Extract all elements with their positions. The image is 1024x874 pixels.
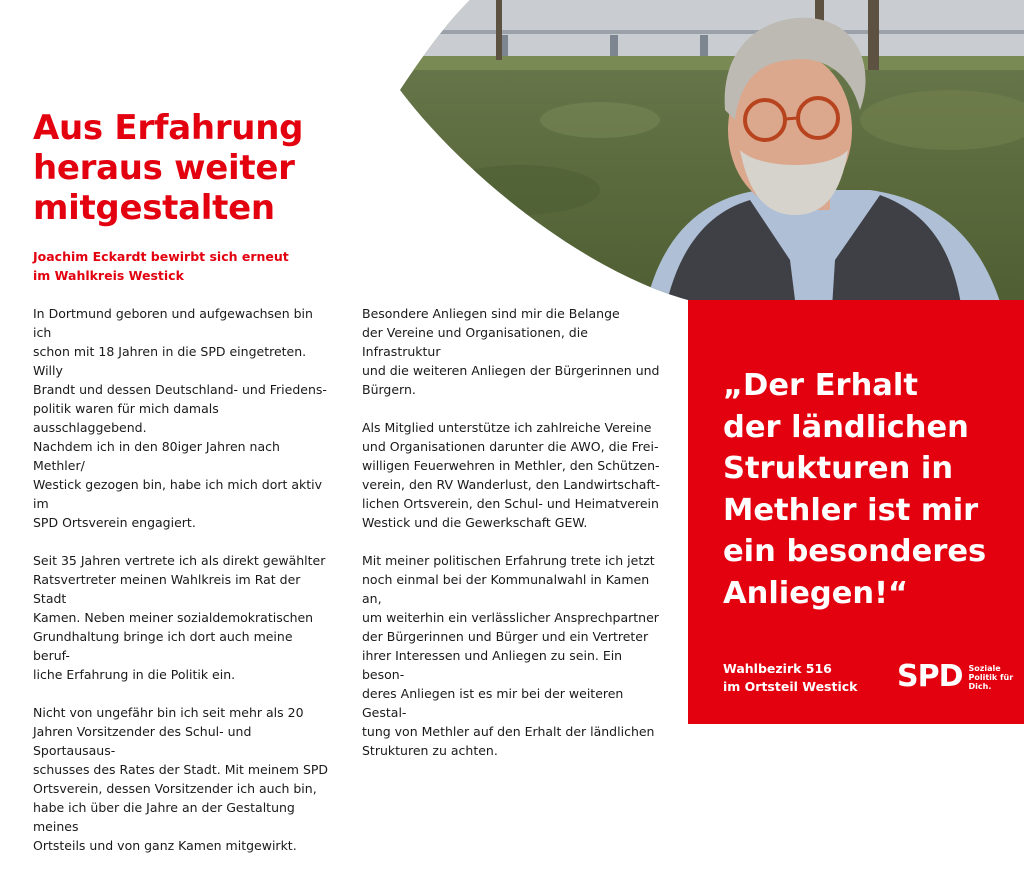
district-label: Wahlbezirk 516 im Ortsteil Westick: [723, 661, 858, 694]
pull-quote: „Der Erhalt der ländlichen Strukturen in Methler ist mir ein besonderes Anliegen!“: [723, 368, 987, 611]
subline: Joachim Eckardt bewirbt sich erneut im Wahlkreis Westick: [33, 249, 289, 283]
paragraph: In Dortmund geboren und aufgewachsen bin ich schon mit 18 Jahren in die SPD eingetreten. Willy Brandt und dessen Deutschland- und Friedens- politik waren für mich damals ausschlaggebend. Nachdem ich in den 80iger Jahren nach Methler/ Westick gezogen bin, habe ich mich dort aktiv im SPD Ortsverein engagiert.: [33, 306, 327, 530]
paragraph: Nicht von ungefähr bin ich seit mehr als 20 Jahren Vorsitzender des Schul- und Sportausaus- schusses des Rates der Stadt. Mit meinem SPD Ortsverein, dessen Vorsitzender ich auch bin, habe ich über die Jahre an der Gestaltung meines Ortsteils und von ganz Kamen mitgewirkt.: [33, 705, 329, 853]
headline: Aus Erfahrung heraus weiter mitgestalten: [33, 108, 304, 228]
spd-logo: [897, 660, 1013, 694]
paragraph: Seit 35 Jahren vertrete ich als direkt gewählter Ratsvertreter meinen Wahlkreis im Rat der Stadt Kamen. Neben meiner sozialdemokratischen Grundhaltung bringe ich dort auch meine beruf- liche Erfahrung in die Politik ein.: [33, 553, 326, 682]
text-column-right: [362, 304, 662, 779]
text-column-left: [33, 304, 333, 874]
paragraph: Mit meiner politischen Erfahrung trete ich jetzt noch einmal bei der Kommunalwahl in Kamen an, um weiterhin ein verlässlicher Ansprechpartner der Bürgerinnen und Bürger und ein Vertreter ihrer Interessen und Anliegen zu sein. Ein beson- deres Anliegen ist es mir bei der weiteren Gestal- tung von Methler auf den Erhalt der ländlichen Strukturen zu achten.: [362, 553, 659, 758]
paragraph: Als Mitglied unterstütze ich zahlreiche Vereine und Organisationen darunter die AWO, die Frei- willigen Feuerwehren in Methler, den Schützen- verein, den RV Wanderlust, den Landwirtschaft- lichen Ortsverein, den Schul- und Heimatverein Westick und die Gewerkschaft GEW.: [362, 420, 660, 530]
logo-mark: SPD: [897, 659, 963, 694]
logo-claim: Soziale Politik für Dich.: [968, 663, 1014, 691]
paragraph: Besondere Anliegen sind mir die Belange der Vereine und Organisationen, die Infrastruktur und die weiteren Anliegen der Bürgerinnen und Bürgern.: [362, 306, 660, 397]
